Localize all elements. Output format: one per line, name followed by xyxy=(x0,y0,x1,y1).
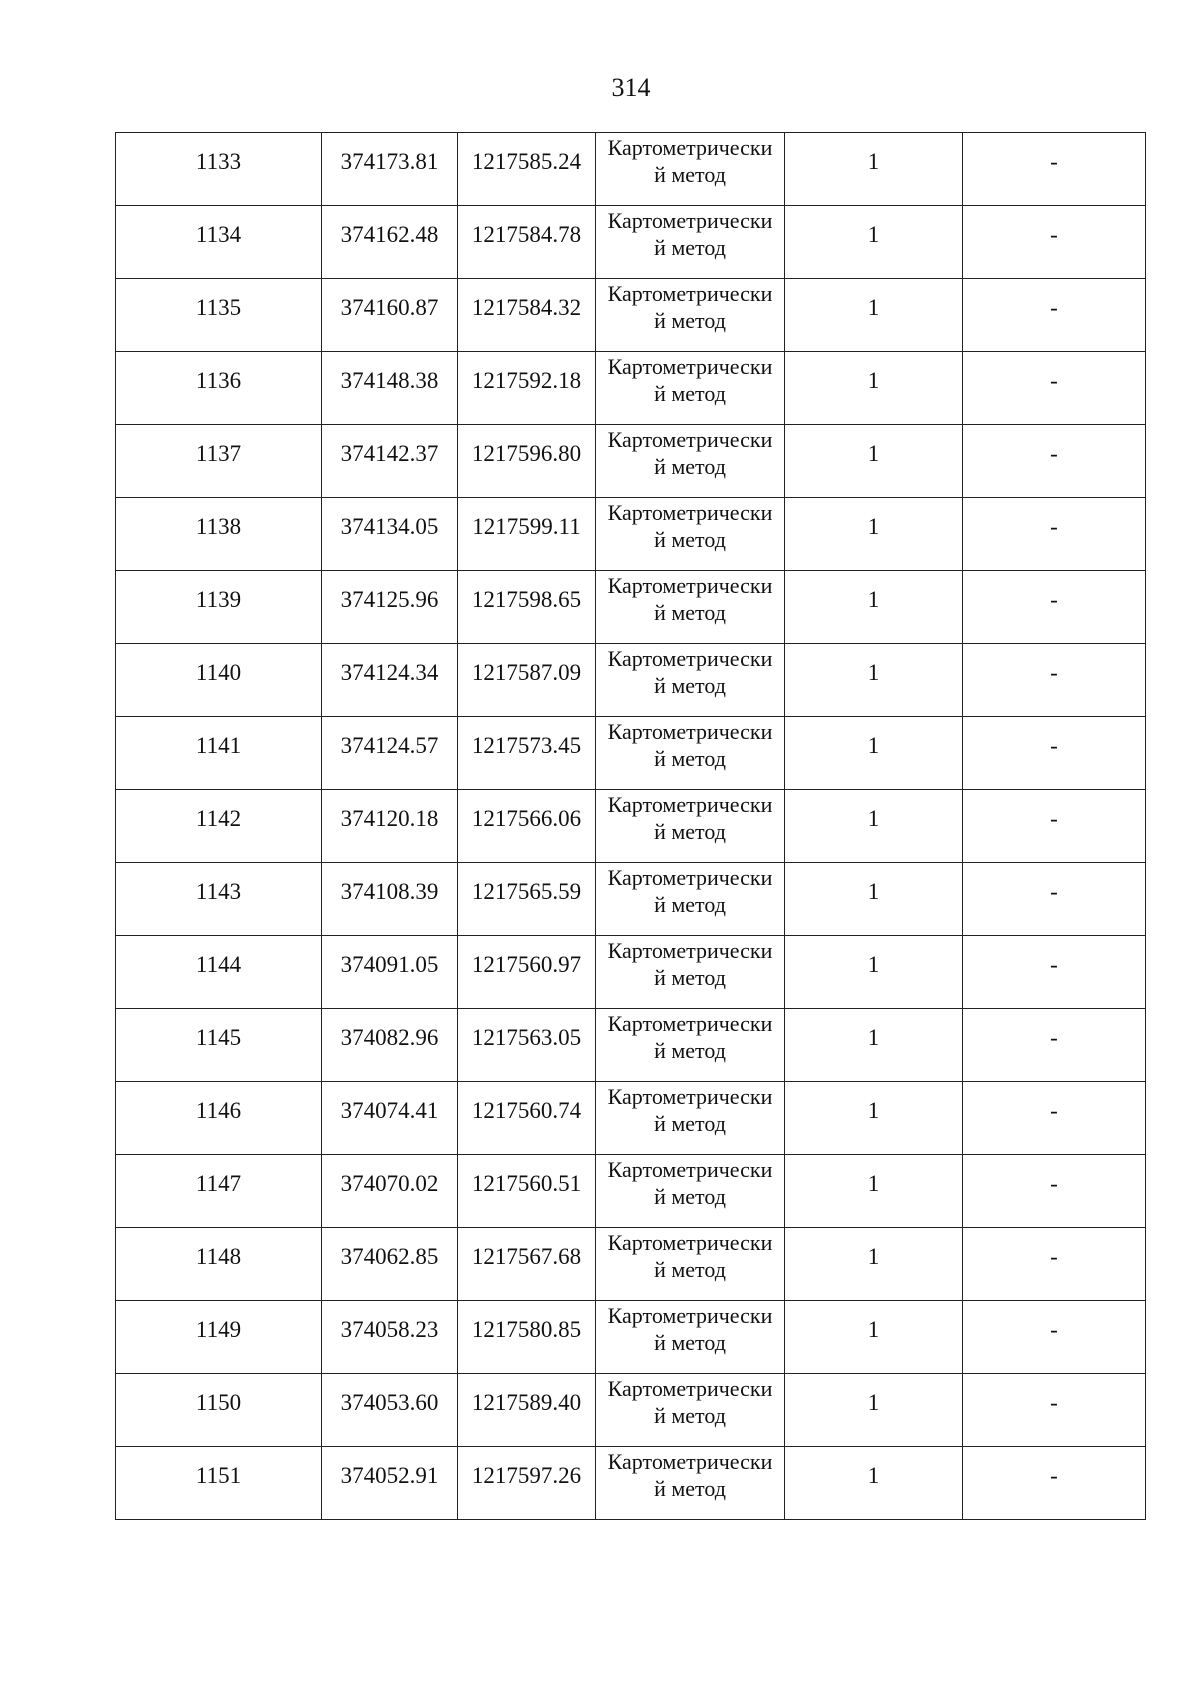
y-coordinate-cell: 1217598.65 xyxy=(458,571,596,644)
note-cell: - xyxy=(963,352,1146,425)
accuracy-cell: 1 xyxy=(785,790,963,863)
point-number-cell: 1140 xyxy=(116,644,322,717)
method-cell xyxy=(596,1228,785,1301)
y-coordinate-cell: 1217599.11 xyxy=(458,498,596,571)
method-line-2: й метод xyxy=(654,454,726,479)
page-number: 314 xyxy=(611,73,651,102)
x-coordinate-cell: 374160.87 xyxy=(322,279,458,352)
y-coordinate-cell: 1217566.06 xyxy=(458,790,596,863)
y-coordinate-cell: 1217587.09 xyxy=(458,644,596,717)
accuracy-cell: 1 xyxy=(785,644,963,717)
method-line-1: Картометрически xyxy=(607,1449,773,1474)
y-coordinate-cell: 1217592.18 xyxy=(458,352,596,425)
y-coordinate-cell: 1217560.51 xyxy=(458,1155,596,1228)
point-number-cell: 1141 xyxy=(116,717,322,790)
x-coordinate-cell: 374053.60 xyxy=(322,1374,458,1447)
y-coordinate-cell: 1217596.80 xyxy=(458,425,596,498)
note-cell: - xyxy=(963,1228,1146,1301)
x-coordinate-cell: 374120.18 xyxy=(322,790,458,863)
accuracy-cell: 1 xyxy=(785,1301,963,1374)
point-number-cell: 1147 xyxy=(116,1155,322,1228)
note-cell: - xyxy=(963,790,1146,863)
method-line-1: Картометрически xyxy=(607,646,773,671)
point-number-cell: 1144 xyxy=(116,936,322,1009)
method-line-1: Картометрически xyxy=(607,427,773,452)
method-line-1: Картометрически xyxy=(607,573,773,598)
note-cell: - xyxy=(963,717,1146,790)
point-number-cell: 1149 xyxy=(116,1301,322,1374)
y-coordinate-cell: 1217585.24 xyxy=(458,133,596,206)
method-line-1: Картометрически xyxy=(607,208,773,233)
point-number-cell: 1143 xyxy=(116,863,322,936)
y-coordinate-cell: 1217560.74 xyxy=(458,1082,596,1155)
method-line-1: Картометрически xyxy=(607,1011,773,1036)
table-row xyxy=(116,498,1146,571)
y-coordinate-cell: 1217580.85 xyxy=(458,1301,596,1374)
note-cell: - xyxy=(963,1009,1146,1082)
x-coordinate-cell: 374074.41 xyxy=(322,1082,458,1155)
method-line-2: й метод xyxy=(654,1257,726,1282)
table-row xyxy=(116,206,1146,279)
coordinates-table xyxy=(115,132,1146,1520)
point-number-cell: 1133 xyxy=(116,133,322,206)
note-cell: - xyxy=(963,206,1146,279)
note-cell: - xyxy=(963,279,1146,352)
method-line-2: й метод xyxy=(654,1476,726,1501)
method-line-1: Картометрически xyxy=(607,1376,773,1401)
point-number-cell: 1150 xyxy=(116,1374,322,1447)
note-cell: - xyxy=(963,571,1146,644)
method-cell xyxy=(596,1301,785,1374)
x-coordinate-cell: 374108.39 xyxy=(322,863,458,936)
y-coordinate-cell: 1217597.26 xyxy=(458,1447,596,1520)
method-line-2: й метод xyxy=(654,600,726,625)
y-coordinate-cell: 1217584.78 xyxy=(458,206,596,279)
method-cell xyxy=(596,352,785,425)
y-coordinate-cell: 1217589.40 xyxy=(458,1374,596,1447)
accuracy-cell: 1 xyxy=(785,279,963,352)
method-line-2: й метод xyxy=(654,527,726,552)
table-row xyxy=(116,352,1146,425)
x-coordinate-cell: 374070.02 xyxy=(322,1155,458,1228)
method-cell xyxy=(596,279,785,352)
x-coordinate-cell: 374058.23 xyxy=(322,1301,458,1374)
method-line-2: й метод xyxy=(654,746,726,771)
y-coordinate-cell: 1217573.45 xyxy=(458,717,596,790)
table-row xyxy=(116,717,1146,790)
table-row xyxy=(116,1374,1146,1447)
accuracy-cell: 1 xyxy=(785,1228,963,1301)
point-number-cell: 1142 xyxy=(116,790,322,863)
accuracy-cell: 1 xyxy=(785,1374,963,1447)
method-cell xyxy=(596,1155,785,1228)
x-coordinate-cell: 374082.96 xyxy=(322,1009,458,1082)
accuracy-cell: 1 xyxy=(785,571,963,644)
method-cell xyxy=(596,498,785,571)
accuracy-cell: 1 xyxy=(785,206,963,279)
table-row xyxy=(116,1228,1146,1301)
table-row xyxy=(116,790,1146,863)
table-row xyxy=(116,133,1146,206)
point-number-cell: 1145 xyxy=(116,1009,322,1082)
note-cell: - xyxy=(963,1082,1146,1155)
method-line-2: й метод xyxy=(654,1038,726,1063)
note-cell: - xyxy=(963,425,1146,498)
y-coordinate-cell: 1217560.97 xyxy=(458,936,596,1009)
method-line-1: Картометрически xyxy=(607,719,773,744)
point-number-cell: 1148 xyxy=(116,1228,322,1301)
table-row xyxy=(116,1009,1146,1082)
point-number-cell: 1135 xyxy=(116,279,322,352)
x-coordinate-cell: 374173.81 xyxy=(322,133,458,206)
method-line-2: й метод xyxy=(654,819,726,844)
method-line-2: й метод xyxy=(654,892,726,917)
note-cell: - xyxy=(963,1447,1146,1520)
y-coordinate-cell: 1217567.68 xyxy=(458,1228,596,1301)
method-line-1: Картометрически xyxy=(607,938,773,963)
method-cell xyxy=(596,133,785,206)
x-coordinate-cell: 374162.48 xyxy=(322,206,458,279)
method-line-1: Картометрически xyxy=(607,865,773,890)
method-cell xyxy=(596,1009,785,1082)
x-coordinate-cell: 374091.05 xyxy=(322,936,458,1009)
method-line-1: Картометрически xyxy=(607,1084,773,1109)
x-coordinate-cell: 374142.37 xyxy=(322,425,458,498)
note-cell: - xyxy=(963,1374,1146,1447)
method-line-1: Картометрически xyxy=(607,135,773,160)
accuracy-cell: 1 xyxy=(785,425,963,498)
accuracy-cell: 1 xyxy=(785,352,963,425)
table-row xyxy=(116,1447,1146,1520)
method-line-1: Картометрически xyxy=(607,792,773,817)
method-line-2: й метод xyxy=(654,381,726,406)
table-row xyxy=(116,644,1146,717)
table-row xyxy=(116,279,1146,352)
method-cell xyxy=(596,1447,785,1520)
point-number-cell: 1146 xyxy=(116,1082,322,1155)
x-coordinate-cell: 374148.38 xyxy=(322,352,458,425)
y-coordinate-cell: 1217565.59 xyxy=(458,863,596,936)
note-cell: - xyxy=(963,936,1146,1009)
method-cell xyxy=(596,1374,785,1447)
x-coordinate-cell: 374125.96 xyxy=(322,571,458,644)
method-line-2: й метод xyxy=(654,308,726,333)
method-line-2: й метод xyxy=(654,235,726,260)
y-coordinate-cell: 1217584.32 xyxy=(458,279,596,352)
table-row xyxy=(116,936,1146,1009)
note-cell: - xyxy=(963,644,1146,717)
accuracy-cell: 1 xyxy=(785,1155,963,1228)
method-cell xyxy=(596,790,785,863)
point-number-cell: 1139 xyxy=(116,571,322,644)
accuracy-cell: 1 xyxy=(785,863,963,936)
method-line-2: й метод xyxy=(654,1330,726,1355)
method-line-2: й метод xyxy=(654,1111,726,1136)
method-line-2: й метод xyxy=(654,1403,726,1428)
method-cell xyxy=(596,644,785,717)
y-coordinate-cell: 1217563.05 xyxy=(458,1009,596,1082)
accuracy-cell: 1 xyxy=(785,1447,963,1520)
point-number-cell: 1151 xyxy=(116,1447,322,1520)
note-cell: - xyxy=(963,133,1146,206)
point-number-cell: 1138 xyxy=(116,498,322,571)
method-line-1: Картометрически xyxy=(607,1157,773,1182)
x-coordinate-cell: 374134.05 xyxy=(322,498,458,571)
x-coordinate-cell: 374124.57 xyxy=(322,717,458,790)
accuracy-cell: 1 xyxy=(785,717,963,790)
table-row xyxy=(116,571,1146,644)
note-cell: - xyxy=(963,863,1146,936)
table-row xyxy=(116,1155,1146,1228)
table-row xyxy=(116,1301,1146,1374)
accuracy-cell: 1 xyxy=(785,936,963,1009)
x-coordinate-cell: 374124.34 xyxy=(322,644,458,717)
accuracy-cell: 1 xyxy=(785,133,963,206)
method-cell xyxy=(596,717,785,790)
method-line-1: Картометрически xyxy=(607,354,773,379)
method-cell xyxy=(596,863,785,936)
method-cell xyxy=(596,1082,785,1155)
accuracy-cell: 1 xyxy=(785,1082,963,1155)
note-cell: - xyxy=(963,1155,1146,1228)
x-coordinate-cell: 374052.91 xyxy=(322,1447,458,1520)
note-cell: - xyxy=(963,1301,1146,1374)
accuracy-cell: 1 xyxy=(785,1009,963,1082)
point-number-cell: 1134 xyxy=(116,206,322,279)
method-cell xyxy=(596,571,785,644)
table-row xyxy=(116,1082,1146,1155)
method-line-1: Картометрически xyxy=(607,281,773,306)
point-number-cell: 1136 xyxy=(116,352,322,425)
method-line-2: й метод xyxy=(654,162,726,187)
method-line-1: Картометрически xyxy=(607,1230,773,1255)
method-line-1: Картометрически xyxy=(607,1303,773,1328)
method-cell xyxy=(596,206,785,279)
accuracy-cell: 1 xyxy=(785,498,963,571)
method-cell xyxy=(596,936,785,1009)
method-line-1: Картометрически xyxy=(607,500,773,525)
x-coordinate-cell: 374062.85 xyxy=(322,1228,458,1301)
table-body xyxy=(116,133,1146,1520)
method-line-2: й метод xyxy=(654,965,726,990)
method-line-2: й метод xyxy=(654,1184,726,1209)
table-row xyxy=(116,425,1146,498)
point-number-cell: 1137 xyxy=(116,425,322,498)
table-row xyxy=(116,863,1146,936)
method-cell xyxy=(596,425,785,498)
method-line-2: й метод xyxy=(654,673,726,698)
note-cell: - xyxy=(963,498,1146,571)
